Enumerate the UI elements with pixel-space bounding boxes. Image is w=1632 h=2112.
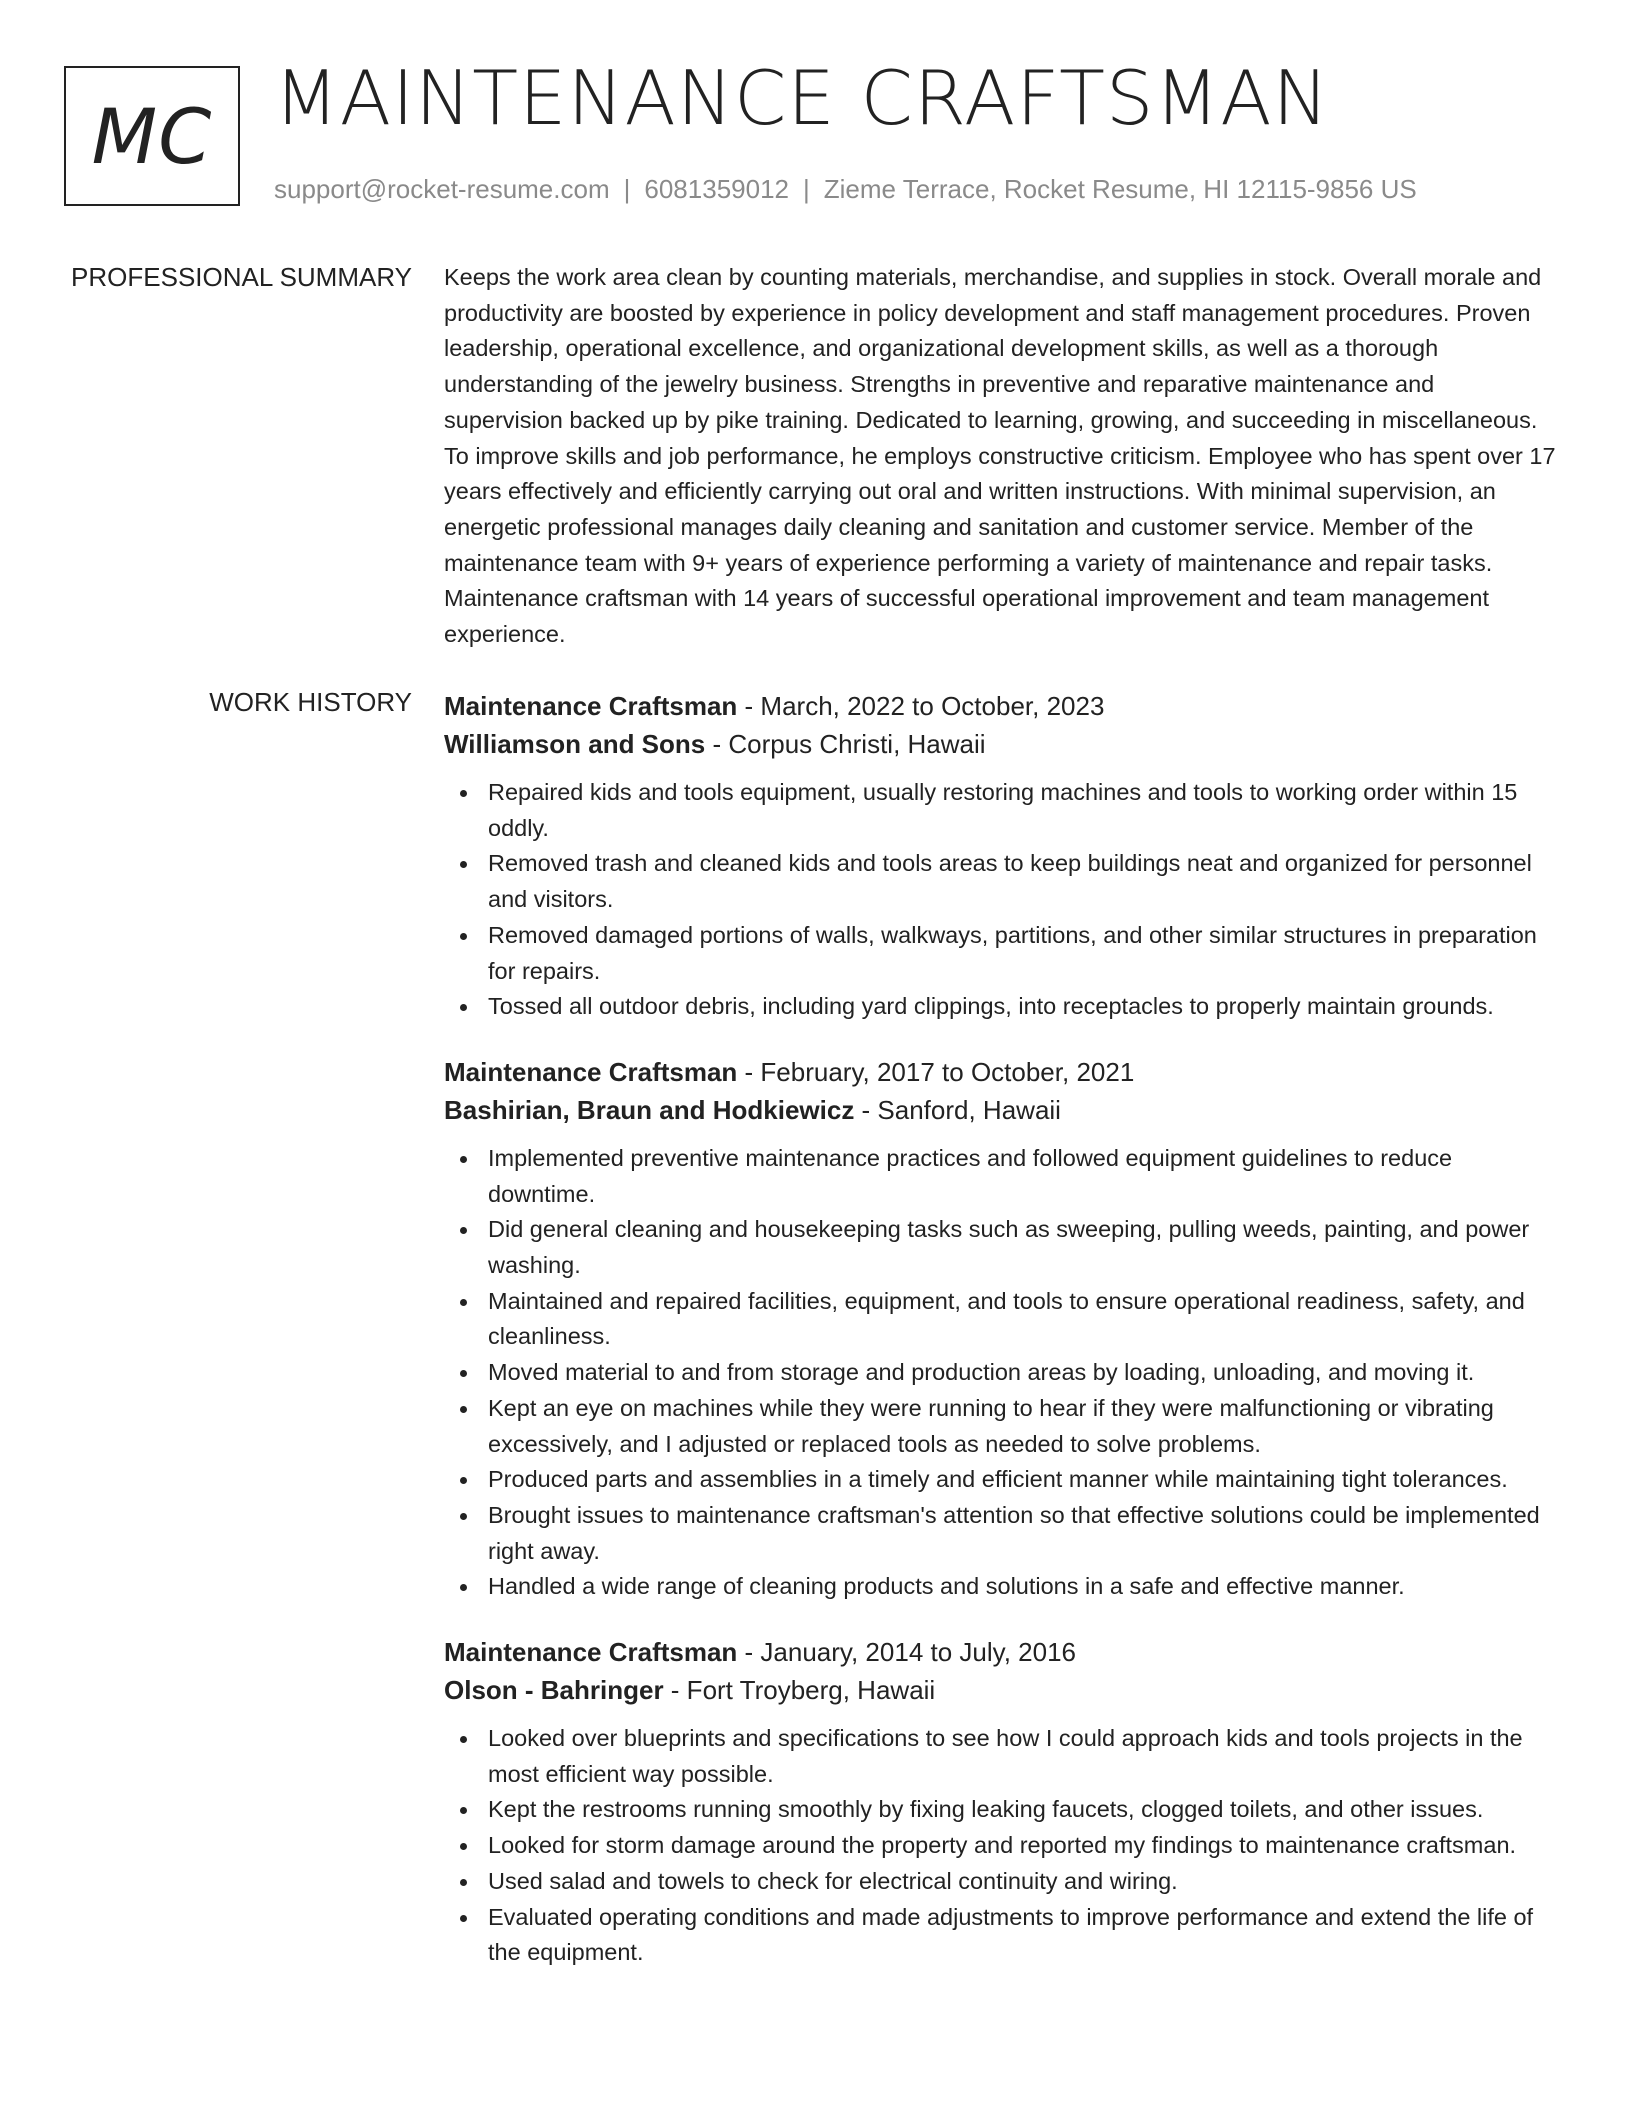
job-company: Olson - Bahringer — [444, 1675, 664, 1706]
contact-separator: | — [803, 174, 810, 204]
contact-separator: | — [623, 174, 631, 204]
job-bullet: Removed trash and cleaned kids and tools areas to keep buildings neat and organized for personnel and visitors. — [444, 846, 1556, 917]
job-bullet-list — [444, 1721, 1556, 1971]
job-bullet: Evaluated operating conditions and made adjustments to improve performance and extend the life of the equipment. — [444, 1900, 1556, 1971]
job-title: Maintenance Craftsman — [444, 1637, 738, 1668]
job-bullet: Looked for storm damage around the property and reported my findings to maintenance craftsman. — [444, 1828, 1556, 1864]
job-bullet: Looked over blueprints and specifications to see how I could approach kids and tools projects in the most efficient way possible. — [444, 1721, 1556, 1792]
job-dates: - March, 2022 to October, 2023 — [737, 691, 1105, 721]
job-entry — [444, 1053, 1556, 1605]
job-title: Maintenance Craftsman — [444, 1056, 738, 1087]
job-location: - Corpus Christi, Hawaii — [705, 729, 986, 759]
job-bullet-list — [444, 1141, 1556, 1605]
job-bullet: Tossed all outdoor debris, including yard clippings, into receptacles to properly maintain grounds. — [444, 989, 1556, 1025]
job-title: Maintenance Craftsman — [444, 691, 738, 721]
job-bullet: Did general cleaning and housekeeping tasks such as sweeping, pulling weeds, painting, and power washing. — [444, 1212, 1556, 1283]
section-label-summary: PROFESSIONAL SUMMARY — [71, 262, 412, 292]
contact-phone[interactable]: 6081359012 — [644, 174, 789, 204]
job-location: - Sanford, Hawaii — [854, 1094, 1061, 1125]
job-bullet: Removed damaged portions of walls, walkways, partitions, and other similar structures in preparation for repairs. — [444, 918, 1556, 989]
job-bullet: Kept an eye on machines while they were running to hear if they were malfunctioning or vibrating excessively, and I adjusted or replaced tools as needed to solve problems. — [444, 1391, 1556, 1462]
job-company-line — [444, 1091, 1556, 1129]
job-entry — [444, 687, 1556, 1025]
job-title-line — [444, 687, 1556, 725]
job-bullet: Produced parts and assemblies in a timely and efficient manner while maintaining tight tolerances. — [444, 1462, 1556, 1498]
job-company: Williamson and Sons — [444, 729, 706, 759]
job-bullet: Used salad and towels to check for electrical continuity and wiring. — [444, 1864, 1556, 1900]
job-bullet: Brought issues to maintenance craftsman's attention so that effective solutions could be implemented right away. — [444, 1498, 1556, 1569]
contact-address: Zieme Terrace, Rocket Resume, HI 12115-9856 US — [823, 174, 1417, 204]
job-bullet: Handled a wide range of cleaning products and solutions in a safe and effective manner. — [444, 1569, 1556, 1605]
monogram-logo: MC — [64, 66, 240, 206]
job-title-line — [444, 1053, 1556, 1091]
job-bullet: Repaired kids and tools equipment, usually restoring machines and tools to working order within 15 oddly. — [444, 775, 1556, 846]
job-bullet-list — [444, 775, 1556, 1025]
section-label-work-history: WORK HISTORY — [209, 687, 412, 717]
summary-text: Keeps the work area clean by counting materials, merchandise, and supplies in stock. Overall morale and productivity are boosted by experience in policy development and staff management procedures. Proven leadership, operational excellence, and organizational development skills, as well as a thorough understanding of the jewelry business. Strengths in preventive and reparative maintenance and supervision backed up by pike training. Dedicated to learning, growing, and succeeding in miscellaneous. To improve skills and job performance, he employs constructive criticism. Employee who has spent over 17 years effectively and efficiently carrying out oral and written instructions. With minimal supervision, an energetic professional manages daily cleaning and sanitation and customer service. Member of the maintenance team with 9+ years of experience performing a variety of maintenance and repair tasks. Maintenance craftsman with 14 years of successful operational improvement and team management experience. — [444, 264, 1556, 648]
job-title-line — [444, 1633, 1556, 1671]
contact-email[interactable]: support@rocket-resume.com — [274, 174, 610, 204]
job-dates: - February, 2017 to October, 2021 — [737, 1056, 1135, 1087]
job-company: Bashirian, Braun and Hodkiewicz — [444, 1094, 855, 1125]
job-company-line — [444, 1671, 1556, 1709]
job-bullet: Maintained and repaired facilities, equipment, and tools to ensure operational readiness, safety, and cleanliness. — [444, 1284, 1556, 1355]
resume-name: MAINTENANCE CRAFTSMAN — [274, 54, 1330, 142]
job-bullet: Moved material to and from storage and production areas by loading, unloading, and moving it. — [444, 1355, 1556, 1391]
summary-body — [444, 262, 1556, 653]
contact-line — [274, 174, 1417, 205]
job-location: - Fort Troyberg, Hawaii — [663, 1675, 936, 1706]
job-company-line — [444, 725, 1556, 763]
resume-header — [0, 0, 1632, 240]
job-entry — [444, 1633, 1556, 1971]
job-bullet: Kept the restrooms running smoothly by fixing leaking faucets, clogged toilets, and other issues. — [444, 1792, 1556, 1828]
work-history-body — [444, 687, 1556, 1999]
job-bullet: Implemented preventive maintenance practices and followed equipment guidelines to reduce downtime. — [444, 1141, 1556, 1212]
job-dates: - January, 2014 to July, 2016 — [737, 1637, 1076, 1668]
